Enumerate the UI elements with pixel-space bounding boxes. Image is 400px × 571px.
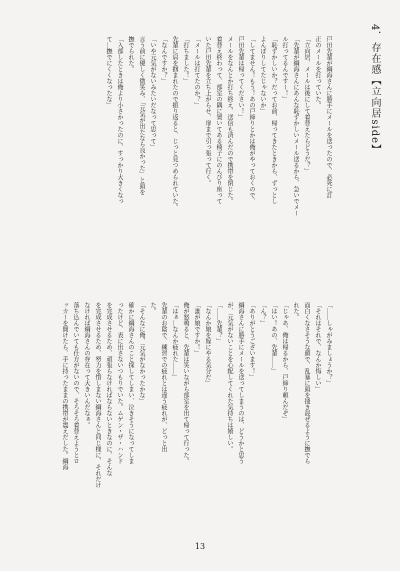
text-line: 「立向居、メールは後にして着替えたらどうだ？」	[303, 36, 310, 174]
text-line: を完成させるため、努力を惜しまない綱海さんと同じ様に、それだけ	[94, 302, 101, 488]
upper-text-block	[81, 36, 356, 291]
text-line: 「いや元気がないみたいだなって思って」	[149, 36, 156, 150]
text-line: よんぼりしてたじゃないか」	[259, 36, 266, 114]
lower-lines	[59, 302, 334, 540]
text-line: 着替え終わって、部室の隅に置いてある椅子にのんびり座って	[215, 36, 222, 204]
text-line: 「じゃあ、俺は帰るから、戸締り頼んだぞ」	[281, 302, 288, 422]
chapter-title: 4．存在感【立向居side】	[369, 24, 380, 156]
text-line: 「ん？」	[259, 302, 266, 326]
text-line: 面白くなさそうな顔で、乱暴に頭を掻き混ぜるように撫でら	[303, 302, 310, 464]
text-line: 「誰が娘ですか！」	[193, 302, 200, 356]
text-line: 「はい！あの、先輩……」	[270, 302, 277, 374]
text-line: 「メールは打てたのか？」	[193, 36, 200, 108]
text-line: ッカーを開けたら、手に持ったままの携帯が震えだした。綱海	[61, 302, 68, 470]
text-line: 「先輩が綱海さんにあんな恥ずかしいメール送るから、急いでメー	[292, 36, 299, 216]
text-line: 戸田先輩は帰ってください！」	[237, 36, 244, 120]
text-line: が、元気がないことを心配してくれた気持ちは嬉しい。	[226, 302, 233, 452]
text-line: 正のメールを打っていた。	[314, 36, 321, 108]
text-line: 「ありがとうございます！」	[248, 302, 255, 380]
text-line: た。	[149, 302, 156, 314]
text-line: 撫でられた。	[127, 36, 134, 72]
text-line: ったけど、表に出さないつもりでいた。ムゲン・ザ・ハンド	[116, 302, 123, 464]
text-line: 「はぁ…なんか疲れた……」	[171, 302, 178, 380]
text-line: 「それはそれで、なんか悔しい」	[314, 302, 321, 392]
text-line: 「してません！もう！あの戸締りとかは俺がやっておくので、	[248, 36, 255, 204]
text-line: 俺が怒鳴ると、先輩は笑いながら部室を出て帰って行った。	[182, 302, 189, 464]
text-line: 「……先輩？」	[215, 302, 222, 344]
text-line: 戸田先輩が綱海さんに勝手にメールを送ったので、必死に訂	[325, 36, 332, 198]
text-line: なければ綱海さんの存在って大きいんだなぁ。	[83, 302, 90, 428]
page-number: 13	[194, 542, 206, 551]
text-line: を完成させるため、頑張らなければならないときなのに、そんな	[105, 302, 112, 476]
text-line: いた戸田先輩を立ち上がらせ、扉まで引っ張って行く。	[204, 36, 211, 186]
text-line: れた。	[292, 302, 299, 320]
text-line: 落ち込んでいても仕方がないので、そろそろ着替えようとロ	[72, 302, 79, 464]
text-line: 「……しゃがみましょうか？」	[325, 302, 332, 386]
text-line: メールをなんとか打ち終え、送信も済んだので携帯を閉じた。	[226, 36, 233, 204]
text-line: 「恥ずかしいか？だってお前、帰ってきたときから、ずっとし	[270, 36, 277, 204]
text-line: 「入部したときは俺より小さかったのに、すっかり大きくなっ	[116, 36, 123, 204]
text-line: 「なんか娘を嫁にやる気分だ」	[204, 302, 211, 386]
text-line: 言う前に優しく微笑み、「元気が出たなら良かった」と頭を	[138, 36, 145, 195]
text-line: 確かに綱海さんのこと探してしまい、泣きそうになってしま	[127, 302, 134, 464]
lower-text-block	[37, 302, 356, 540]
text-line: 「なんですか？」	[160, 36, 167, 84]
text-line: 綱海さんに勝手にメールを送ってしまうのは、どうかと思う	[237, 302, 244, 464]
text-line: て…撫でにくくなったな」	[105, 36, 112, 108]
text-line: 「そんなに俺、元気がなかったかな」	[138, 302, 145, 404]
upper-lines	[103, 36, 334, 291]
text-line: 先輩のお陰で、練習での疲れとは違う疲れが、どっと出	[160, 302, 167, 452]
text-line: 先輩に肩を掴まれたので振り返ると、じっと見つめられていた。	[171, 36, 178, 210]
text-line: ル打ってるんですー！」	[281, 36, 288, 102]
text-line: 「打ちました！」	[182, 36, 189, 84]
